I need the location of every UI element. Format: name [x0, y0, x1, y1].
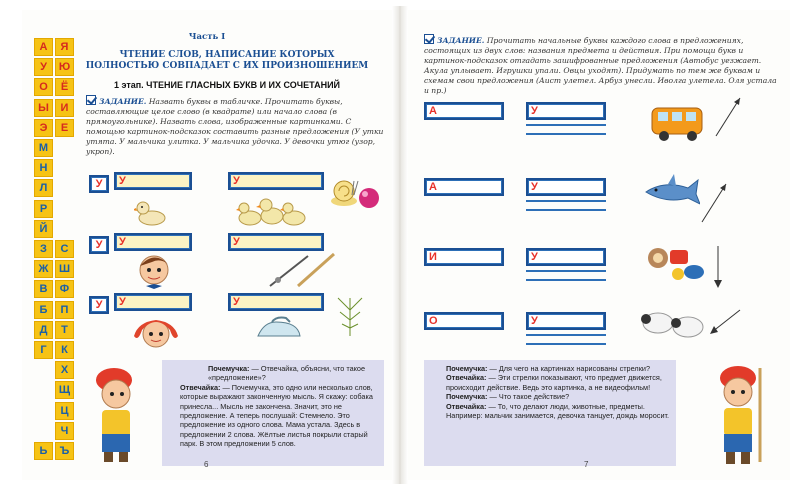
alphabet-letter: Щ [55, 381, 74, 399]
word-rectangle [114, 293, 192, 311]
dialog-speaker-q: Почемучка: [208, 364, 250, 373]
right-page [408, 10, 790, 480]
part-label: Часть I [188, 32, 226, 42]
dialog-answer-1: — Эти стрелки показывают, что предмет движется, происходит действие. Ведь это картинка, а не видеофильм! [446, 373, 662, 392]
letter-square [89, 175, 109, 193]
second-word-rectangle [526, 178, 606, 196]
duckling-icon [134, 198, 168, 226]
second-letter: У [531, 181, 538, 193]
dialog-speaker-a2: Отвечайка: [446, 401, 487, 411]
dialog-answer: — Почемучка, это одно или несколько слов, которые выражают законченную мысль. Я скажу: собака принесла... Мысль не закончена. Значит, это не предложение. А теперь послушай: Стемнело. Это предложение из одного слова. Мама устала. Здесь в предложении 2 слова. Жёлтые листья покрыли старый парк. В этом предложении 5 слов. [180, 382, 373, 449]
alphabet-letter: Я [55, 38, 74, 56]
second-letter: У [531, 315, 538, 327]
alphabet-letter: Е [55, 119, 74, 137]
letter: У [233, 296, 240, 308]
first-letter: И [429, 251, 437, 263]
alphabet-letter: Л [34, 179, 53, 197]
dialog-question-1: — Для чего на картинках нарисованы стрелки? [489, 364, 651, 373]
arrow-icon [708, 306, 742, 336]
answer-line [526, 270, 606, 272]
dialog-question: — Отвечайка, объясни, что такое «предложение»? [208, 364, 366, 383]
answer-line [526, 133, 606, 135]
alphabet-letter: Х [55, 361, 74, 379]
arrow-icon [700, 180, 730, 224]
left-page [22, 10, 392, 480]
dialog-box [424, 360, 676, 466]
second-letter: У [531, 105, 538, 117]
answer-line [526, 124, 606, 126]
page-title-line2: ПОЛНОСТЬЮ СОВПАДАЕТ С ИХ ПРОИЗНОШЕНИЕМ [85, 61, 369, 71]
first-word-rectangle [424, 178, 504, 196]
shark-icon [644, 170, 700, 210]
arrow-icon [712, 244, 724, 290]
alphabet-letter: Ы [34, 99, 53, 117]
letter: У [92, 239, 106, 251]
alphabet-letter: О [34, 78, 53, 96]
letter-square [89, 296, 109, 314]
dialog-speaker-a1: Отвечайка: [446, 373, 487, 383]
answer-line [526, 200, 606, 202]
book-gutter [392, 6, 408, 484]
second-letter: У [531, 251, 538, 263]
letter-square [89, 236, 109, 254]
boy-figure-icon [704, 358, 774, 468]
boy-figure-icon [82, 358, 152, 466]
bus-icon [648, 100, 708, 144]
first-letter: А [429, 105, 437, 117]
alphabet-letter: Р [34, 200, 53, 218]
page-title-line1: ЧТЕНИЕ СЛОВ, НАПИСАНИЕ КОТОРЫХ [119, 50, 335, 60]
alphabet-letter: Й [34, 220, 53, 238]
ducks-icon [236, 196, 308, 228]
checkbox-icon [424, 34, 434, 44]
alphabet-letter: Ч [55, 422, 74, 440]
second-word-rectangle [526, 248, 606, 266]
first-letter: О [429, 315, 438, 327]
alphabet-letter: Ю [55, 58, 74, 76]
letter: У [119, 296, 126, 308]
page-number: 6 [204, 460, 209, 469]
first-word-rectangle [424, 102, 504, 120]
alphabet-letter: А [34, 38, 53, 56]
answer-line [526, 209, 606, 211]
alphabet-letter: И [55, 99, 74, 117]
task-label: ЗАДАНИЕ. [99, 97, 147, 106]
alphabet-letter: П [55, 301, 74, 319]
task-block [424, 34, 780, 96]
alphabet-letter: Б [34, 301, 53, 319]
word-rectangle [114, 233, 192, 251]
letter: У [92, 178, 106, 190]
alphabet-letter: З [34, 240, 53, 258]
page-number: 7 [584, 460, 589, 469]
word-rectangle [228, 233, 324, 251]
dialog-box [162, 360, 384, 466]
alphabet-letter: К [55, 341, 74, 359]
letter: У [119, 236, 126, 248]
task-block [86, 95, 386, 157]
alphabet-letter: Ъ [55, 442, 74, 460]
alphabet-letter: Н [34, 159, 53, 177]
word-rectangle [228, 293, 324, 311]
alphabet-letter: У [34, 58, 53, 76]
letter: У [92, 299, 106, 311]
sheep-icon [640, 305, 710, 345]
task-text: Прочитать начальные буквы каждого слова в предложениях, состоящих из двух слов: названия предмета и действия. При помощи букв и картинок-подсказок отгадать зашифрованные предложения (Автобус уезжает. Акула уплывает. Игрушки упали. Овцы уходят). Придумать по тем же буквам и схемам свои предложения (Аист улетел. Арбуз унесли. Иволга улетела. Оля устала и пр.) [424, 36, 777, 95]
alphabet-letter: Г [34, 341, 53, 359]
arrow-icon [714, 94, 744, 138]
first-word-rectangle [424, 312, 504, 330]
word-rectangle [228, 172, 324, 190]
dialog-question-2: — Что такое действие? [489, 392, 570, 402]
first-letter: А [429, 181, 437, 193]
alphabet-letter: Э [34, 119, 53, 137]
dialog-speaker-a: Отвечайка: [180, 382, 221, 392]
alphabet-letter: Ж [34, 260, 53, 278]
toys-icon [644, 240, 708, 284]
alphabet-letter: Ш [55, 260, 74, 278]
iron-icon [254, 314, 304, 340]
stage-heading: 1 этап. ЧТЕНИЕ ГЛАСНЫХ БУКВ И ИХ СОЧЕТАНИЙ [113, 80, 341, 90]
word-rectangle [114, 172, 192, 190]
letter: У [233, 236, 240, 248]
alphabet-letter: М [34, 139, 53, 157]
fishing-rod-icon [268, 250, 338, 290]
ball-icon [357, 186, 381, 210]
checkbox-icon [86, 95, 96, 105]
dialog-speaker-q1: Почемучка: [446, 364, 488, 373]
answer-line [526, 334, 606, 336]
boy-face-icon [132, 250, 178, 290]
alphabet-letter: С [55, 240, 74, 258]
alphabet-letter: Ь [34, 442, 53, 460]
answer-line [526, 279, 606, 281]
girl-face-icon [130, 312, 182, 352]
dill-icon [334, 292, 366, 338]
alphabet-letter: В [34, 280, 53, 298]
task-label: ЗАДАНИЕ. [437, 36, 485, 45]
task-text: Назвать буквы в табличке. Прочитать буквы, составляющие целое слово (в квадрате) или начало слова (в прямоугольнике). Назвать слова, изображенные картинками. С помощью картинок-подсказок составить разные предложения (У утки утята. У мальчика улитка. У мальчика удочка. У девочки утюг (узор, укроп). [86, 97, 384, 156]
second-word-rectangle [526, 312, 606, 330]
alphabet-letter: Ц [55, 402, 74, 420]
letter: У [233, 175, 240, 187]
letter: У [119, 175, 126, 187]
dialog-speaker-q2: Почемучка: [446, 392, 488, 402]
answer-line [526, 343, 606, 345]
alphabet-letter: Д [34, 321, 53, 339]
alphabet-letter: Т [55, 321, 74, 339]
dialog-answer-2: — То, что делают люди, животные, предметы. Например: мальчик занимается, девочка танцует, дождь моросит. [446, 401, 670, 421]
second-word-rectangle [526, 102, 606, 120]
first-word-rectangle [424, 248, 504, 266]
alphabet-letter: Ё [55, 78, 74, 96]
alphabet-letter: Ф [55, 280, 74, 298]
